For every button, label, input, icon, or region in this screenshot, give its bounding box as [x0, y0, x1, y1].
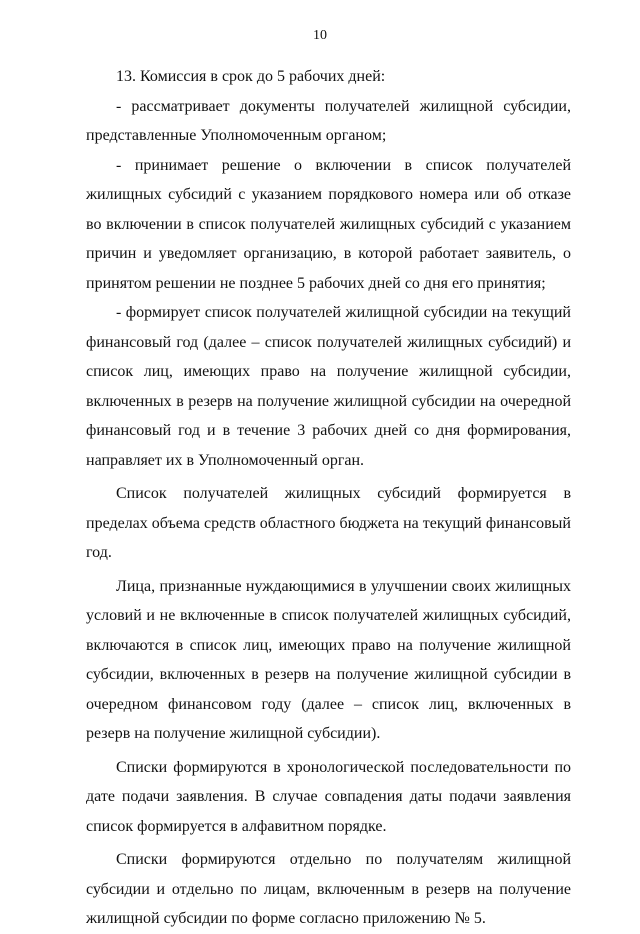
paragraph-decision: - принимает решение о включении в список получателей жилищных субсидий с указанием порядкового номера или об отказе во включении в список получателей жилищных субсидий с указанием причин и уведомляет организацию, в которой работает заявитель, о принятом решении не позднее 5 рабочих дней со дня его принятия;: [86, 156, 571, 292]
paragraph-item-13: 13. Комиссия в срок до 5 рабочих дней:: [116, 68, 386, 85]
paragraph-review-documents: - рассматривает документы получателей жилищной субсидии, представленные Уполномоченным органом;: [86, 97, 571, 144]
document-body: [86, 62, 571, 934]
paragraph-reserve-list: Лица, признанные нуждающимися в улучшении своих жилищных условий и не включенные в список получателей жилищных субсидий, включаются в список лиц, имеющих право на получение жилищной субсидии, включенных в резерв на получение жилищной субсидии в очередном финансовом году (далее – список лиц, включенных в резерв на получение жилищной субсидии).: [86, 577, 571, 742]
paragraph-list-budget: Список получателей жилищных субсидий формируется в пределах объема средств областного бюджета на текущий финансовый год.: [86, 485, 571, 561]
paragraph-separate-lists: Списки формируются отдельно по получателям жилищной субсидии и отдельно по лицам, включенным в резерв на получение жилищной субсидии по форме согласно приложению № 5.: [86, 851, 571, 927]
page-number: 10: [313, 28, 327, 43]
paragraph-chronological-order: Списки формируются в хронологической последовательности по дате подачи заявления. В случае совпадения даты подачи заявления список формируется в алфавитном порядке.: [86, 758, 571, 835]
paragraph-form-list: - формирует список получателей жилищной субсидии на текущий финансовый год (далее – список получателей жилищных субсидий) и список лиц, имеющих право на получение жилищной субсидии, включенных в резерв на получение жилищной субсидии на очередной финансовый год и в течение 3 рабочих дней со дня формирования, направляет их в Уполномоченный орган.: [86, 304, 571, 469]
